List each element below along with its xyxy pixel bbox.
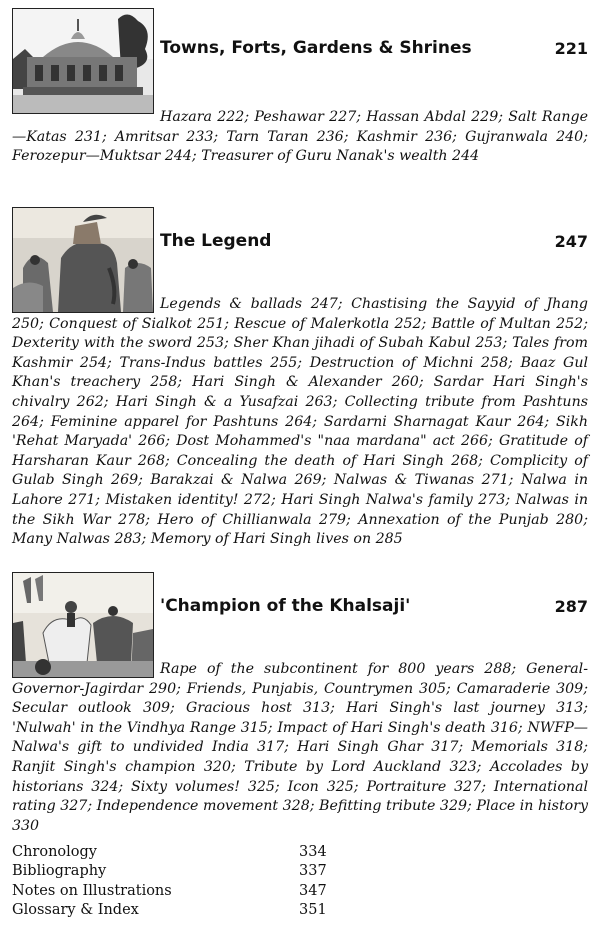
backmatter-item-notes — [12, 882, 342, 901]
section-entries-text: Legends & ballads 247; Chastising the Sayyid of Jhang 250; Conquest of Sialkot 251; Rescue of Malerkotla 252; Battle of Multan 252; Dexterity with the sword 253; Sher Khan jihadi of Subah Kabul 253; Tales from Kashmir 254; Trans-Indus battles 255; Destruction of Michni 258; Baaz Gul Khan's treachery 258; Hari Singh & Alexander 260; Sardar Hari Singh's chivalry 262; Hari Singh & a Yusafzai 263; Collecting tribute from Pashtuns 264; Feminine apparel for Pashtuns 264; Sardarni Sharnagat Kaur 264; Sikh 'Rehat Maryada' 266; Dost Mohammed's "naa mardana" act 266; Gratitude of Harsharan Kaur 268; Concealing the death of Hari Singh 268; Complicity of Gulab Singh 269; Barakzai & Nalwa 269; Nalwas & Tiwanas 271; Nalwa in Lahore 271; Mistaken identity! 272; Hari Singh Nalwa's family 273; Nalwas in the Sikh War 278; Hero of Chillianwala 279; Annexation of the Punjab 280; Many Nalwas 283; Memory of Hari Singh lives on 285 — [12, 296, 588, 548]
section-title: Towns, Forts, Gardens & Shrines — [160, 38, 472, 58]
backmatter-item-bibliography — [12, 862, 342, 881]
section-page-number: 247 — [554, 232, 588, 251]
backmatter-list — [12, 843, 342, 921]
backmatter-item-chronology — [12, 843, 342, 862]
backmatter-page: 334 — [299, 844, 327, 860]
backmatter-item-glossary — [12, 901, 342, 920]
section-page-number: 287 — [554, 597, 588, 616]
backmatter-label: Bibliography — [12, 863, 107, 880]
section-entries-text: Rape of the subcontinent for 800 years 288; General-Governor-Jagirdar 290; Friends, Punjabis, Countrymen 305; Camaraderie 309; Secular outlook 309; Gracious host 313; Hari Singh's last journey 313; 'Nulwah' in the Vindhya Range 315; Impact of Hari Singh's death 316; NWFP—Nalwa's gift to undivided India 317; Hari Singh Ghar 317; Memorials 318; Ranjit Singh's champion 320; Tribute by Lord Auckland 323; Accolades by historians 324; Sixty volumes! 325; Icon 325; Portraiture 327; International rating 327; Independence movement 328; Befitting tribute 329; Place in history 330 — [12, 661, 588, 834]
backmatter-page: 351 — [299, 902, 327, 919]
backmatter-label: Glossary & Index — [12, 902, 139, 919]
backmatter-page: 347 — [299, 882, 327, 899]
shrine-photo-image — [13, 9, 153, 113]
backmatter-page: 337 — [299, 863, 327, 880]
backmatter-label: Notes on Illustrations — [12, 882, 172, 899]
section-title: The Legend — [160, 231, 272, 251]
shrine-photo-thumbnail — [12, 8, 154, 114]
section-title: 'Champion of the Khalsaji' — [160, 596, 411, 616]
section-page-number: 221 — [554, 39, 588, 58]
backmatter-label: Chronology — [12, 844, 98, 860]
section-entries-text: Hazara 222; Peshawar 227; Hassan Abdal 229; Salt Range—Katas 231; Amritsar 233; Tarn Taran 236; Kashmir 236; Gujranwala 240; Ferozepur—Muktsar 244; Treasurer of Guru Nanak's wealth 244 — [12, 109, 588, 165]
